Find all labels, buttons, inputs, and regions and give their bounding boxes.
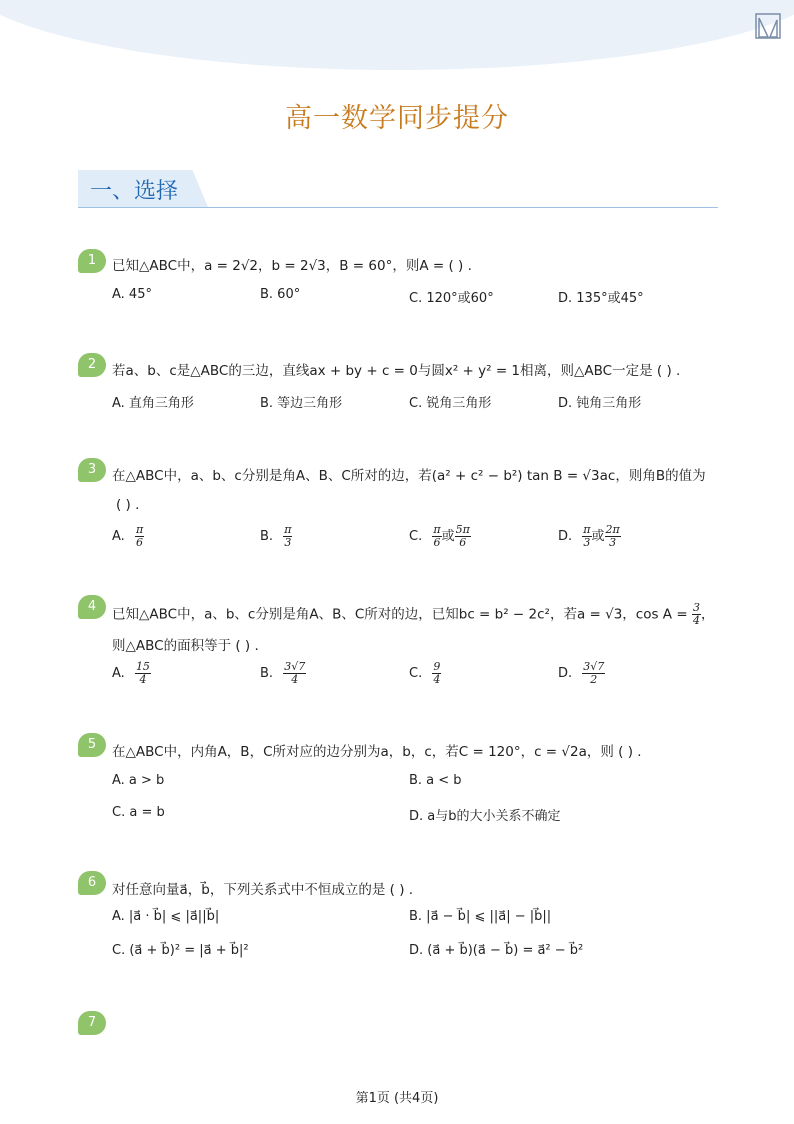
page-footer: 第1页 (共4页) bbox=[355, 1091, 439, 1106]
option-d[interactable]: D. 135°或45° bbox=[558, 291, 644, 306]
option-a[interactable]: A. $\frac{15}{4}$ bbox=[112, 660, 150, 686]
question-text-continued: 则△ABC的面积等于 ( ) . bbox=[112, 638, 259, 654]
option-d[interactable]: D. a与b的大小关系不确定 bbox=[409, 809, 561, 824]
header-decoration bbox=[0, 0, 794, 70]
question-text: 已知△ABC中，a = 2√2，b = 2√3，B = 60°，则A = ( ) . bbox=[112, 258, 472, 274]
section-header bbox=[78, 170, 718, 210]
option-c[interactable]: C. a = b bbox=[112, 805, 165, 820]
question-number: 7 bbox=[78, 1011, 106, 1035]
option-b[interactable]: B. 60° bbox=[260, 287, 301, 302]
option-d[interactable]: D. $\frac{\pi}{3}$ 或 $\frac{2\pi}{3}$ bbox=[558, 523, 620, 549]
option-b[interactable]: B. |a⃗ − b⃗| ⩽ ||a⃗| − |b⃗|| bbox=[409, 909, 552, 924]
option-c[interactable]: C. $\frac{\pi}{6}$ 或 $\frac{5\pi}{6}$ bbox=[409, 523, 470, 549]
question-number: 3 bbox=[78, 458, 106, 482]
question-text: 已知△ABC中，a、b、c分别是角A、B、C所对的边，已知bc = b² − 2c²，若a = √3，cos A = $\frac{3}{4}$ ， bbox=[112, 601, 715, 627]
question-number: 6 bbox=[78, 871, 106, 895]
option-d[interactable]: D. 钝角三角形 bbox=[558, 396, 642, 411]
question-text: 在△ABC中，内角A，B，C所对应的边分别为a，b，c，若C = 120°，c = √2a，则 ( ) . bbox=[112, 744, 642, 760]
question-text: 若a、b、c是△ABC的三边，直线ax + by + c = 0与圆x² + y² = 1相离，则△ABC一定是 ( ) . bbox=[112, 363, 681, 379]
option-b[interactable]: B. 等边三角形 bbox=[260, 396, 343, 411]
option-b[interactable]: B. $\frac{\pi}{3}$ bbox=[260, 523, 292, 549]
option-b[interactable]: B. $\frac{3√7}{4}$ bbox=[260, 660, 306, 686]
option-c[interactable]: C. $\frac{9}{4}$ bbox=[409, 660, 441, 686]
question-text: 在△ABC中，a、b、c分别是角A、B、C所对的边，若(a² + c² − b²) tan B = √3ac，则角B的值为 bbox=[112, 468, 706, 484]
section-divider bbox=[78, 207, 718, 208]
question-text-continued: ( ) . bbox=[116, 497, 140, 513]
option-d[interactable]: D. $\frac{3√7}{2}$ bbox=[558, 660, 605, 686]
question-number: 5 bbox=[78, 733, 106, 757]
question-number: 4 bbox=[78, 595, 106, 619]
question-text: 对任意向量a⃗，b⃗，下列关系式中不恒成立的是 ( ) . bbox=[112, 882, 414, 898]
option-c[interactable]: C. 锐角三角形 bbox=[409, 396, 492, 411]
ruler-triangle-icon bbox=[754, 12, 782, 40]
question-number: 1 bbox=[78, 249, 106, 273]
option-a[interactable]: A. |a⃗ · b⃗| ⩽ |a⃗||b⃗| bbox=[112, 909, 220, 924]
option-c[interactable]: C. 120°或60° bbox=[409, 291, 494, 306]
cos-fraction: $\frac{3}{4}$ bbox=[692, 601, 700, 627]
option-a[interactable]: A. $\frac{\pi}{6}$ bbox=[112, 523, 144, 549]
page-title: 高一数学同步提分 bbox=[285, 103, 509, 134]
option-c[interactable]: C. (a⃗ + b⃗)² = |a⃗ + b⃗|² bbox=[112, 943, 249, 958]
option-a[interactable]: A. 45° bbox=[112, 287, 152, 302]
question-number: 2 bbox=[78, 353, 106, 377]
option-d[interactable]: D. (a⃗ + b⃗)(a⃗ − b⃗) = a⃗² − b⃗² bbox=[409, 943, 584, 958]
option-a[interactable]: A. a > b bbox=[112, 773, 165, 788]
option-b[interactable]: B. a < b bbox=[409, 773, 462, 788]
option-a[interactable]: A. 直角三角形 bbox=[112, 396, 194, 411]
section-title: 一、选择 bbox=[90, 179, 179, 204]
